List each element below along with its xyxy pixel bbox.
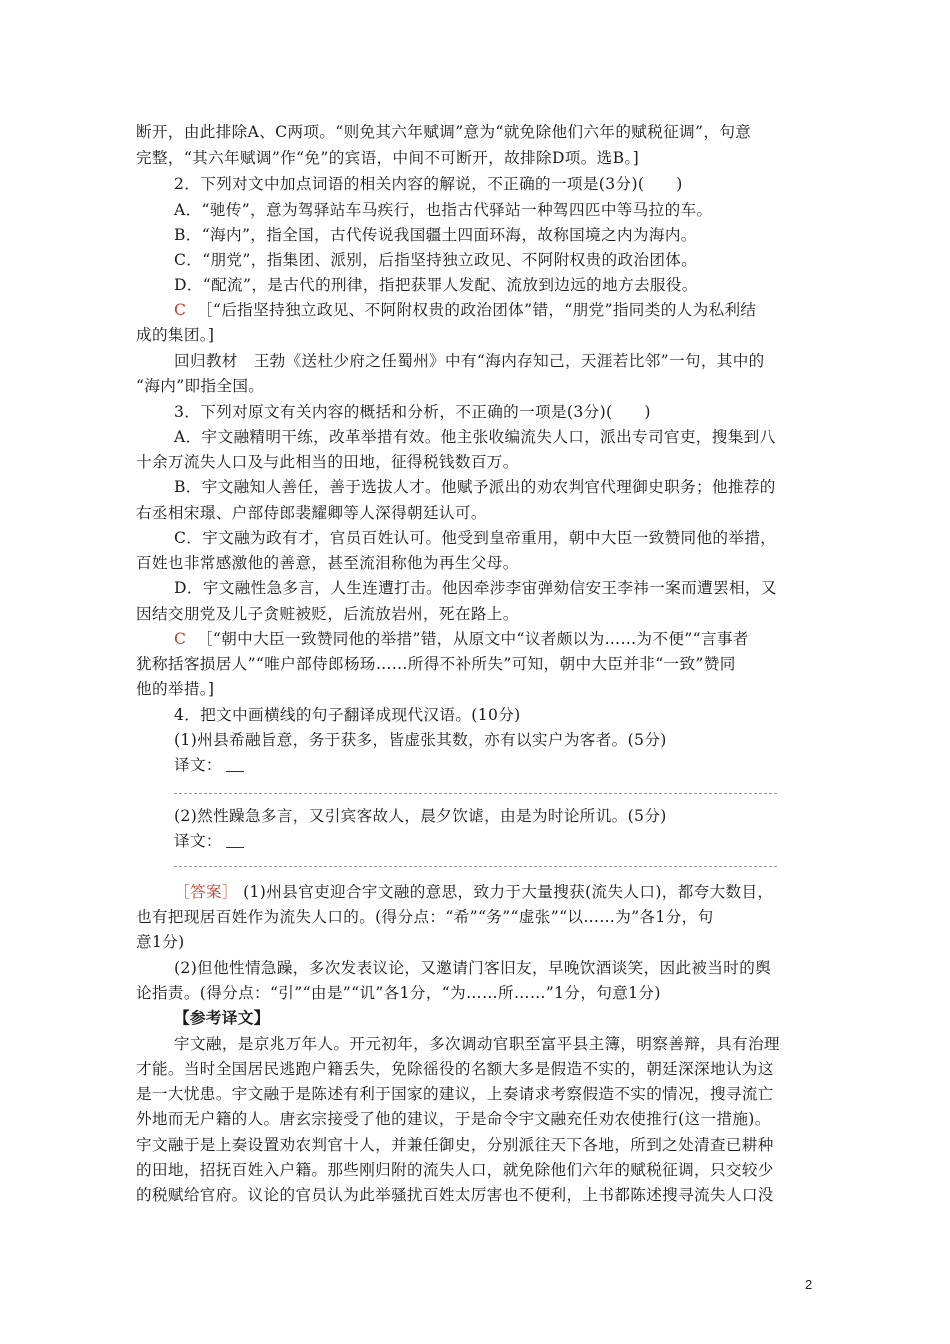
text-line: 是一大忧患。宇文融于是陈述有利于国家的建议，上奏请求考察假造不实的情况，搜寻流亡 (136, 1085, 774, 1103)
answer-label: ［答案］ (174, 883, 238, 901)
text-line: 的田地，招抚百姓入户籍。那些刚归附的流失人口，就免除他们六年的赋税征调，只交较少 (136, 1161, 774, 1179)
text-line: 意1分) (136, 933, 185, 951)
answer-3 (174, 627, 854, 651)
answer-letter: C (174, 630, 187, 648)
text-line: 宇文融，是京兆万年人。开元初年，多次调动官职至富平县主簿，明察善辩，具有治理 (174, 1035, 780, 1053)
option-2c: C．“朋党”，指集团、派别，后指坚持独立政见、不阿附权贵的政治团体。 (174, 251, 698, 269)
translation-1 (174, 753, 854, 777)
text-line: 论指责。(得分点：“引”“由是”“讥”各1分，“为……所……”1分，句意1分) (136, 984, 661, 1002)
sentence-1: (1)州县希融旨意，务于获多，皆虚张其数，亦有以实户为客者。(5分) (174, 731, 667, 749)
option-2b: B．“海内”，指全国，古代传说我国疆土四面环海，故称国境之内为海内。 (174, 226, 697, 244)
text-line: 因结交朋党及儿子贪赃被贬，后流放岩州，死在路上。 (136, 605, 519, 623)
answer-explanation: ［“朝中大臣一致赞同他的举措”错，从原文中“议者颇以为……为不便”“言事者 (196, 630, 749, 648)
text-line: 犹称括客损居人”“唯户部侍郎杨玚……所得不补所失”可知，朝中大臣并非“一致”赞同 (136, 655, 736, 673)
text-line: “海内”即指全国。 (136, 377, 265, 395)
answer-text: (1)州县官吏迎合宇文融的意思，致力于大量搜获(流失人口)，都夸大数目， (243, 883, 774, 901)
option-2a: A．“驰传”，意为驾驿站车马疾行，也指古代驿站一种驾四匹中等马拉的车。 (174, 201, 713, 219)
translation-label: 译文： (174, 832, 222, 850)
answer-2 (174, 298, 854, 322)
translation-label: 译文： (174, 756, 222, 774)
text-line: 的税赋给官府。议论的官员认为此举骚扰百姓太厉害也不便利，上书都陈述搜寻流失人口没 (136, 1186, 774, 1204)
option-3c: C．宇文融为政有才，官员百姓认可。他受到皇帝重用，朝中大臣一致赞同他的举措， (174, 529, 777, 547)
question-4: 4．把文中画横线的句子翻译成现代汉语。(10分) (174, 706, 521, 724)
text-line: 也有把现居百姓作为流失人口的。(得分点：“希”“务”“虚张”“以……为”各1分，句 (136, 908, 714, 926)
option-3a: A．宇文融精明干练，改革举措有效。他主张收编流失人口，派出专司官吏，搜集到八 (174, 428, 776, 446)
option-3d: D．宇文融性急多言，人生连遭打击。他因牵涉李宙弹劾信安王李祎一案而遭罢相，又 (174, 579, 777, 597)
question-2: 2．下列对文中加点词语的相关内容的解说，不正确的一项是(3分)( ) (174, 175, 683, 193)
text-line: 十余万流失人口及与此相当的田地，征得税钱数百万。 (136, 453, 519, 471)
text-line: 断开，由此排除A、C两项。“则免其六年赋调”意为“就免除他们六年的赋税征调”，句意 (136, 123, 752, 141)
answer-line (174, 793, 777, 794)
answer-explanation: ［“后指坚持独立政见、不阿附权贵的政治团体”错，“朋党”指同类的人为私利结 (196, 301, 757, 319)
text-line: 成的集团。] (136, 326, 215, 344)
text-line: 才能。当时全国居民逃跑户籍丢失，免除徭役的名额大多是假造不实的，朝廷深深地认为这 (136, 1060, 774, 1078)
answer-4 (174, 880, 854, 904)
sentence-2: (2)然性躁急多言，又引宾客故人，晨夕饮谑，由是为时论所讥。(5分) (174, 807, 667, 825)
text-line: 右丞相宋璟、户部侍郎裴耀卿等人深得朝廷认可。 (136, 504, 487, 522)
answer-blank[interactable] (226, 833, 244, 848)
text-line: 外地而无户籍的人。唐玄宗接受了他的建议，于是命令宇文融充任劝农使推行(这一措施)。 (136, 1110, 771, 1128)
text-line: 完整，“其六年赋调”作“免”的宾语，中间不可断开，故排除D项。选B。] (136, 149, 640, 167)
text-line: 百姓也非常感激他的善意，甚至流泪称他为再生父母。 (136, 554, 519, 572)
answer-blank[interactable] (226, 757, 244, 772)
text-line: 他的举措。] (136, 680, 215, 698)
option-2d: D．“配流”，是古代的刑律，指把获罪人发配、流放到边远的地方去服役。 (174, 276, 698, 294)
question-3: 3．下列对原文有关内容的概括和分析，不正确的一项是(3分)( ) (174, 403, 651, 421)
answer-line (174, 866, 777, 867)
huigui-note: 回归教材 王勃《送杜少府之任蜀州》中有“海内存知己，天涯若比邻”一句，其中的 (174, 352, 765, 370)
answer-letter: C (174, 301, 187, 319)
translation-2 (174, 829, 854, 853)
text-line: (2)但他性情急躁，多次发表议论，又邀请门客旧友，早晚饮酒谈笑，因此被当时的舆 (174, 959, 772, 977)
page-number: 2 (805, 1277, 813, 1292)
text-line: 宇文融于是上奏设置劝农判官十人，并兼任御史，分别派往天下各地，所到之处清查已耕种 (136, 1136, 774, 1154)
option-3b: B．宇文融知人善任，善于选拔人才。他赋予派出的劝农判官代理御史职务；他推荐的 (174, 478, 776, 496)
reference-translation-title: 【参考译文】 (174, 1008, 270, 1027)
